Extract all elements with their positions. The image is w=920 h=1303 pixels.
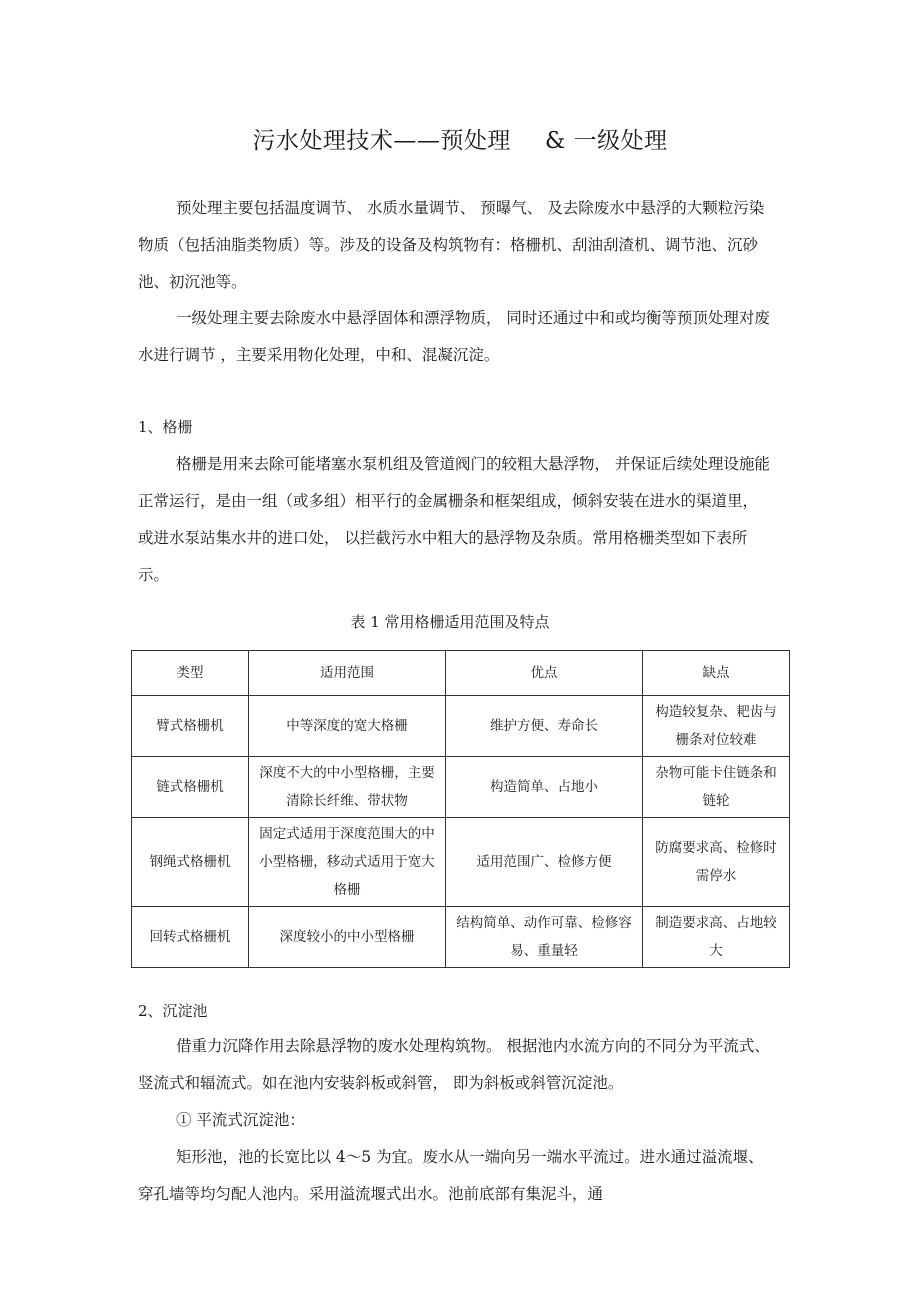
table-cell: 链式格栅机 xyxy=(132,757,249,818)
table-row xyxy=(132,818,790,907)
page-title xyxy=(0,122,920,155)
table-cell: 钢绳式格栅机 xyxy=(132,818,249,907)
table-row xyxy=(132,907,790,968)
title-main: 污水处理技术——预处理 xyxy=(252,128,511,154)
table-cell: 深度较小的中小型格栅 xyxy=(249,907,446,968)
table-header-cell: 类型 xyxy=(132,651,249,696)
table-cell: 制造要求高、占地较大 xyxy=(643,907,790,968)
table-cell: 中等深度的宽大格栅 xyxy=(249,696,446,757)
table-cell: 结构简单、动作可靠、检修容易、重量轻 xyxy=(446,907,643,968)
table-header-cell: 缺点 xyxy=(643,651,790,696)
table-cell: 维护方便、寿命长 xyxy=(446,696,643,757)
table-cell: 构造简单、占地小 xyxy=(446,757,643,818)
table-cell: 深度不大的中小型格栅，主要清除长纤维、带状物 xyxy=(249,757,446,818)
table-header-cell: 优点 xyxy=(446,651,643,696)
grille-paragraph: 格栅是用来去除可能堵塞水泵机组及管道阀门的较粗大悬浮物， 并保证后续处理设施能正常运行，是由一组（或多组）相平行的金属栅条和框架组成，倾斜安装在进水的渠道里， 或进水泵站集水井的进口处， 以拦截污水中粗大的悬浮物及杂质。常用格栅类型如下表所示。 xyxy=(138,455,770,584)
table-cell: 防腐要求高、检修时需停水 xyxy=(643,818,790,907)
sedimentation-paragraph: 借重力沉降作用去除悬浮物的废水处理构筑物。 根据池内水流方向的不同分为平流式、竖流式和辐流式。如在池内安装斜板或斜管， 即为斜板或斜管沉淀池。 xyxy=(138,1037,770,1092)
table-row xyxy=(132,696,790,757)
table-header-cell: 适用范围 xyxy=(249,651,446,696)
table-cell: 杂物可能卡住链条和链轮 xyxy=(643,757,790,818)
table-row xyxy=(132,757,790,818)
table-cell: 臂式格栅机 xyxy=(132,696,249,757)
table-cell: 固定式适用于深度范围大的中小型格栅，移动式适用于宽大格栅 xyxy=(249,818,446,907)
table-cell: 回转式格栅机 xyxy=(132,907,249,968)
title-suffix: & 一级处理 xyxy=(544,128,668,154)
grille-table xyxy=(131,650,790,968)
horizontal-tank-paragraph: 矩形池，池的长宽比以 4～5 为宜。废水从一端向另一端水平流过。进水通过溢流堰、穿孔墙等均匀配人池内。采用溢流堰式出水。池前底部有集泥斗，通 xyxy=(138,1148,764,1203)
section-heading-grille: 1、格栅 xyxy=(138,418,193,436)
table-caption: 表 1 常用格栅适用范围及特点 xyxy=(350,613,550,631)
table-cell: 适用范围广、检修方便 xyxy=(446,818,643,907)
table-cell: 构造较复杂、耙齿与栅条对位较难 xyxy=(643,696,790,757)
section-heading-sedimentation: 2、沉淀池 xyxy=(138,1002,208,1020)
intro-paragraph-1: 预处理主要包括温度调节、 水质水量调节、 预曝气、 及去除废水中悬浮的大颗粒污染物质（包括油脂类物质）等。涉及的设备及构筑物有：格栅机、刮油刮渣机、调节池、沉砂池、初沉池等。 xyxy=(138,199,765,291)
subsection-heading-horizontal: ① 平流式沉淀池： xyxy=(176,1111,305,1129)
table-header-row xyxy=(132,651,790,696)
intro-paragraph-2: 一级处理主要去除废水中悬浮固体和漂浮物质， 同时还通过中和或均衡等预顶处理对废水进行调节 ，主要采用物化处理，中和、混凝沉淀。 xyxy=(138,309,770,364)
